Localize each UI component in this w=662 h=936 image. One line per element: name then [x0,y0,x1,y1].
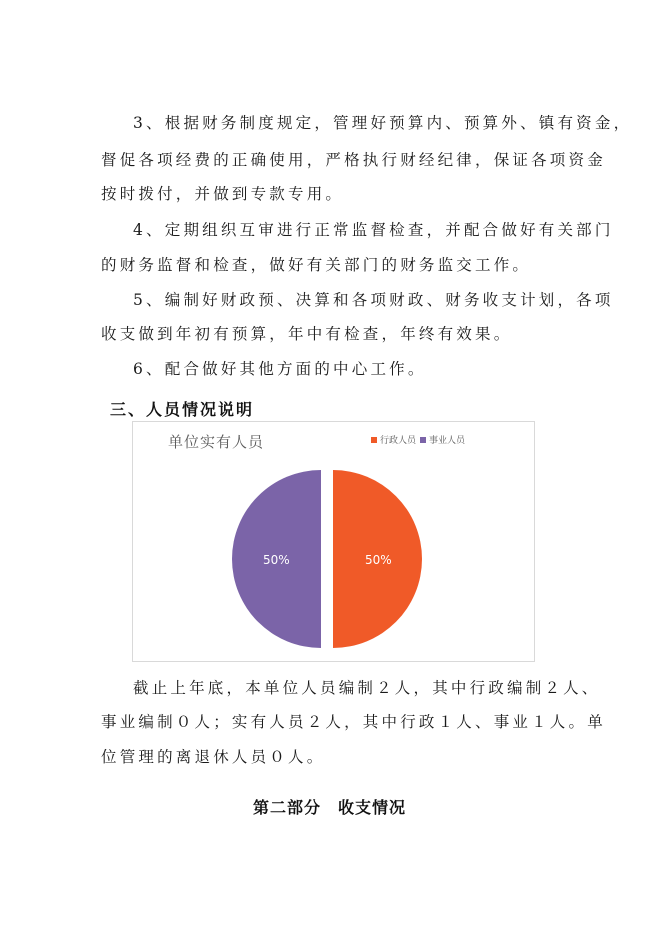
part-title: 第二部分 收支情况 [253,798,407,817]
staff-paragraph-line-1: 截止上年底，本单位人员编制２人，其中行政编制２人、 [133,679,601,697]
paragraph-5-line-1: 5、编制好财政预、决算和各项财政、财务收支计划，各项 [133,291,614,309]
paragraph-3-line-3: 按时拨付，并做到专款专用。 [101,185,345,203]
pie-chart [132,421,535,662]
legend-label-institution: 事业人员 [429,436,466,446]
paragraph-3-line-2: 督促各项经费的正确使用，严格执行财经纪律，保证各项资金 [101,151,606,169]
paragraph-4-line-2: 的财务监督和检查，做好有关部门的财务监交工作。 [101,256,532,274]
section-heading: 三、人员情况说明 [110,400,255,419]
pie-label-admin: 50% [365,553,392,567]
staff-paragraph-line-2: 事业编制０人；实有人员２人，其中行政１人、事业１人。单 [101,713,606,731]
chart-title: 单位实有人员 [168,433,265,451]
pie-label-institution: 50% [263,553,290,567]
paragraph-4-line-1: 4、定期组织互审进行正常监督检查，并配合做好有关部门 [133,221,614,239]
staff-paragraph-line-3: 位管理的离退休人员０人。 [101,748,326,766]
pie-graphic [133,422,534,661]
paragraph-5-line-2: 收支做到年初有预算，年中有检查，年终有效果。 [101,325,513,343]
paragraph-6-line-1: 6、配合做好其他方面的中心工作。 [133,360,427,378]
legend-label-admin: 行政人员 [380,436,417,446]
paragraph-3-line-1: 3、根据财务制度规定，管理好预算内、预算外、镇有资金， [133,114,633,132]
